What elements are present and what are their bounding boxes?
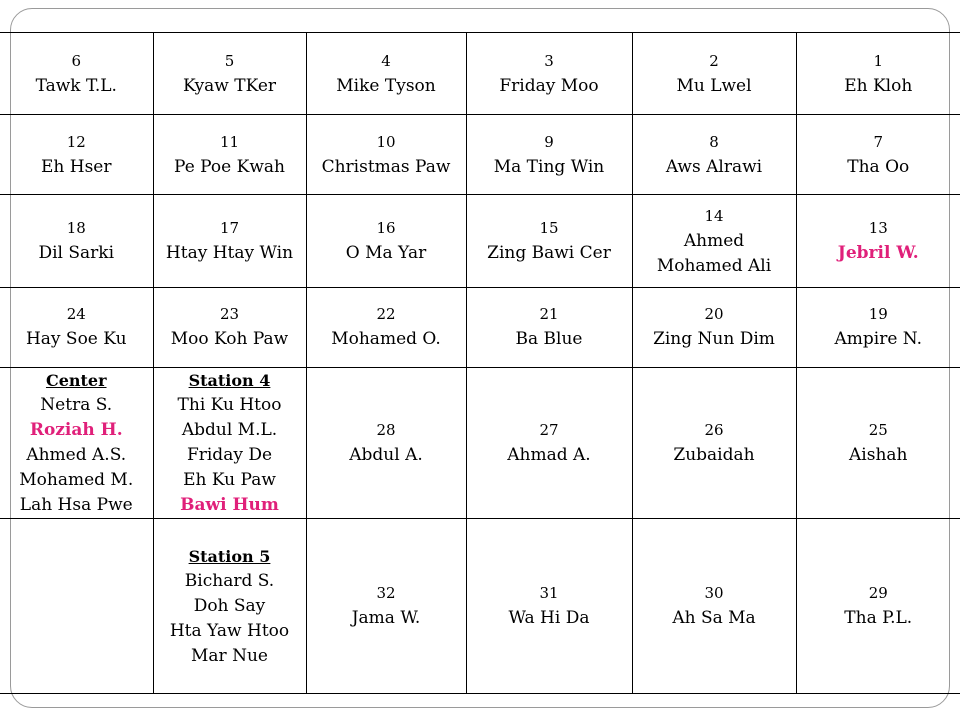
seat-number: 24 [66,305,86,324]
seat-number: 30 [704,584,724,603]
seat-number: 10 [376,132,396,151]
seat-cell [796,519,960,694]
seat-name: Zing Nun Dim [653,329,775,350]
seat-number: 9 [544,132,554,151]
seating-row [0,287,960,367]
seat-cell [466,195,632,287]
station-member: Eh Ku Paw [183,470,276,491]
seat-number: 1 [873,51,884,70]
center-member: Mohamed M. [19,470,134,491]
seat-number: 17 [219,219,240,238]
seat-name: Ba Blue [515,329,583,350]
seat-cell [466,33,632,115]
center-member: Lah Hsa Pwe [19,495,133,516]
station-member: Friday De [186,445,273,466]
seat-number: 12 [66,132,86,151]
station-member-highlighted: Bawi Hum [180,495,279,516]
seating-chart [0,32,960,694]
station-5-cell [153,519,306,694]
seat-number: 19 [868,305,888,324]
seat-cell [632,367,796,518]
station-member: Abdul M.L. [181,420,278,441]
seat-name: Mike Tyson [336,75,436,96]
seating-row [0,195,960,287]
seat-number: 15 [539,219,559,238]
center-cell [0,367,153,518]
seat-cell [306,287,466,367]
seat-number: 5 [224,51,235,70]
seat-name: Mohamed O. [331,329,441,350]
seat-number: 8 [709,132,719,151]
seat-cell [632,33,796,115]
seat-name: Hay Soe Ku [25,329,127,350]
seat-cell [796,115,960,195]
seat-cell [153,287,306,367]
seat-name: Aishah [849,445,908,466]
seat-cell [153,195,306,287]
seat-name: Eh Kloh [844,75,913,96]
station-member: Doh Say [193,595,266,616]
seat-name-line2: Mohamed Ali [656,255,772,276]
seat-number: 11 [219,132,240,151]
seat-name: Ah Sa Ma [672,608,756,629]
seat-name: Htay Htay Win [165,243,294,264]
empty-cell [0,519,153,694]
seat-number: 6 [71,51,82,70]
seat-name: Tha Oo [847,156,910,177]
seat-name: Aws Alrawi [665,156,763,177]
seat-cell [0,115,153,195]
seat-name: Abdul A. [349,445,423,466]
seat-number: 13 [868,219,888,238]
seat-cell [306,519,466,694]
seating-row [0,519,960,694]
seat-cell [0,195,153,287]
seating-row [0,367,960,518]
seat-cell [0,287,153,367]
seat-cell [632,115,796,195]
seat-cell [306,115,466,195]
seat-name: Pe Poe Kwah [174,156,285,177]
seat-number: 14 [704,206,724,225]
seat-name: Ma Ting Win [493,156,605,177]
seat-number: 31 [539,584,559,603]
seat-number: 25 [868,421,888,440]
seat-cell [632,195,796,287]
station-4-cell [153,367,306,518]
seat-number: 20 [704,305,724,324]
seating-row [0,33,960,115]
seat-number: 27 [539,421,559,440]
seat-name: Jama W. [351,608,421,629]
center-heading: Center [45,371,107,391]
seat-name: Dil Sarki [38,243,115,264]
seat-number: 28 [376,421,396,440]
seat-name: Mu Lwel [676,75,752,96]
seat-name: Friday Moo [499,75,599,96]
seat-name: Kyaw TKer [182,75,277,96]
center-member: Ahmed A.S. [26,445,127,466]
seat-name: Zing Bawi Cer [487,243,611,264]
seat-number: 3 [544,51,554,70]
seat-number: 2 [709,51,719,70]
seat-cell [796,195,960,287]
seat-name: Tha P.L. [844,608,913,629]
seat-name: Eh Hser [41,156,112,177]
seat-number: 26 [704,421,724,440]
seating-row [0,115,960,195]
station-4-heading: Station 4 [188,371,271,391]
center-member-highlighted: Roziah H. [29,420,123,441]
seat-number: 16 [376,219,396,238]
station-member: Mar Nue [191,645,268,666]
seat-number: 7 [873,132,884,151]
station-member: Bichard S. [184,570,275,591]
seat-cell [153,33,306,115]
seat-cell [306,195,466,287]
seat-name: Wa Hi Da [508,608,590,629]
seat-name: O Ma Yar [345,243,427,264]
seat-cell [796,367,960,518]
seat-cell [306,367,466,518]
seat-name: Ampire N. [834,329,922,350]
seat-number: 29 [868,584,888,603]
seat-cell [466,367,632,518]
seat-name: Ahmad A. [507,445,591,466]
station-5-heading: Station 5 [188,546,271,566]
center-member: Netra S. [40,395,113,416]
seat-number: 32 [376,584,396,603]
seat-name: Christmas Paw [321,156,451,177]
seat-number: 4 [381,51,391,70]
seat-cell [796,287,960,367]
seat-cell [0,33,153,115]
seat-cell [466,115,632,195]
seat-cell [466,287,632,367]
seat-cell [632,287,796,367]
seat-number: 23 [219,305,240,324]
seat-number: 22 [376,305,396,324]
seat-name-highlighted: Jebril W. [837,243,919,264]
seat-number: 21 [539,305,559,324]
seat-name: Tawk T.L. [35,75,117,96]
seat-cell [632,519,796,694]
seat-cell [306,33,466,115]
seat-cell [796,33,960,115]
seat-number: 18 [66,219,86,238]
station-member: Thi Ku Htoo [177,395,282,416]
seat-name: Ahmed [683,230,745,251]
station-member: Hta Yaw Htoo [169,620,290,641]
seat-name: Moo Koh Paw [170,329,289,350]
seat-name: Zubaidah [673,445,755,466]
seat-cell [466,519,632,694]
seat-cell [153,115,306,195]
